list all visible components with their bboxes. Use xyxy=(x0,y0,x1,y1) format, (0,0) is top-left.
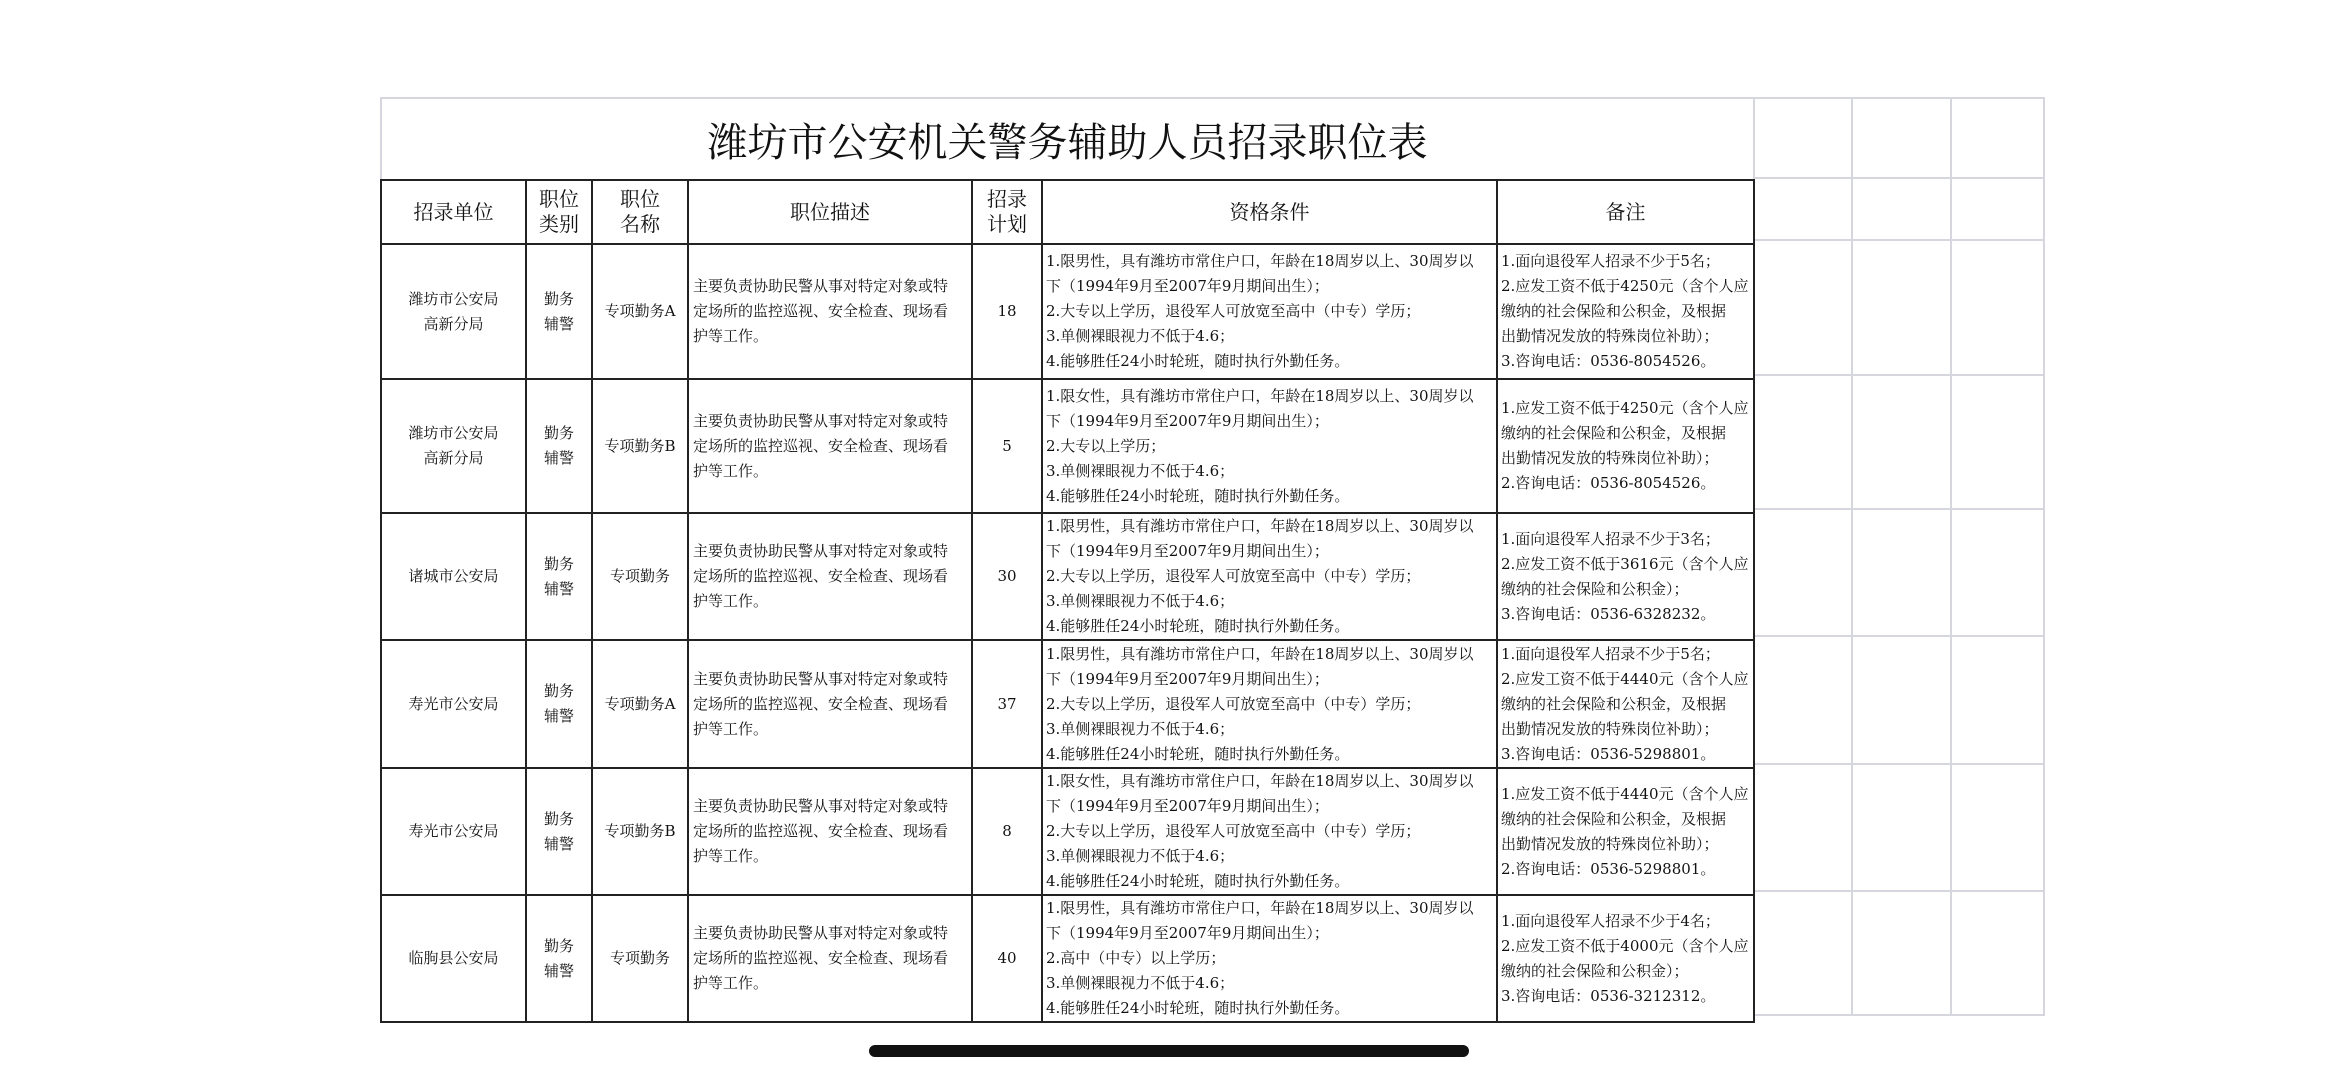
cell-type[interactable] xyxy=(526,895,592,1022)
cell-desc[interactable] xyxy=(688,379,972,513)
cell-req[interactable] xyxy=(1042,640,1497,768)
table-row xyxy=(381,640,1754,768)
cell-desc-line: 定场所的监控巡视、安全检查、现场看 xyxy=(693,822,949,840)
table-row xyxy=(381,244,1754,379)
cell-req-line: 1.限男性，具有潍坊市常住户口，年龄在18周岁以上、30周岁以 xyxy=(1046,644,1474,663)
header-name-line: 职位 xyxy=(620,187,660,211)
cell-note-line: 出勤情况发放的特殊岗位补助）； xyxy=(1501,834,1719,853)
cell-note[interactable] xyxy=(1497,244,1754,379)
table-row xyxy=(381,513,1754,640)
cell-type-line: 勤务 xyxy=(543,936,574,955)
cell-note-line: 缴纳的社会保险和公积金，及根据 xyxy=(1501,809,1727,828)
cell-note-line: 1.面向退役军人招录不少于5名； xyxy=(1501,252,1720,270)
header-req[interactable]: 资格条件 xyxy=(1042,180,1497,244)
cell-req-line: 3.单侧裸眼视力不低于4.6； xyxy=(1046,461,1235,480)
cell-name[interactable]: 专项勤务A xyxy=(592,244,688,379)
cell-type[interactable] xyxy=(526,513,592,640)
cell-req-line: 4.能够胜任24小时轮班，随时执行外勤任务。 xyxy=(1046,999,1350,1017)
cell-req-line: 1.限男性，具有潍坊市常住户口，年龄在18周岁以上、30周岁以 xyxy=(1046,252,1474,270)
cell-req-line: 3.单侧裸眼视力不低于4.6； xyxy=(1046,327,1235,345)
cell-note-line: 1.面向退役军人招录不少于4名； xyxy=(1501,911,1720,930)
cell-req[interactable] xyxy=(1042,379,1497,513)
cell-type-line: 辅警 xyxy=(543,449,574,467)
cell-note-line: 出勤情况发放的特殊岗位补助）； xyxy=(1501,719,1719,738)
cell-unit[interactable] xyxy=(381,513,526,640)
cell-unit[interactable] xyxy=(381,244,526,379)
cell-note-line: 3.咨询电话：0536-8054526。 xyxy=(1501,352,1716,370)
cell-req-line: 1.限男性，具有潍坊市常住户口，年龄在18周岁以上、30周岁以 xyxy=(1046,899,1474,917)
cell-note-line: 2.应发工资不低于3616元（含个人应 xyxy=(1501,554,1749,573)
cell-desc-line: 护等工作。 xyxy=(693,327,769,345)
cell-desc[interactable] xyxy=(688,513,972,640)
cell-req-line: 4.能够胜任24小时轮班，随时执行外勤任务。 xyxy=(1046,352,1350,370)
cell-type-line: 辅警 xyxy=(543,961,574,980)
cell-plan[interactable]: 40 xyxy=(972,895,1042,1022)
cell-plan[interactable]: 5 xyxy=(972,379,1042,513)
cell-note-line: 出勤情况发放的特殊岗位补助）； xyxy=(1501,449,1719,467)
cell-req[interactable] xyxy=(1042,513,1497,640)
cell-req-line: 4.能够胜任24小时轮班，随时执行外勤任务。 xyxy=(1046,486,1350,505)
cell-note-line: 缴纳的社会保险和公积金）； xyxy=(1501,961,1689,980)
cell-desc-line: 定场所的监控巡视、安全检查、现场看 xyxy=(693,436,949,455)
cell-req-line: 2.大专以上学历，退役军人可放宽至高中（中专）学历； xyxy=(1046,822,1421,840)
cell-note-line: 缴纳的社会保险和公积金）； xyxy=(1501,579,1689,598)
cell-req-line: 4.能够胜任24小时轮班，随时执行外勤任务。 xyxy=(1046,744,1350,763)
cell-desc[interactable] xyxy=(688,244,972,379)
cell-note-line: 2.咨询电话：0536-5298801。 xyxy=(1501,859,1716,878)
cell-note-line: 2.应发工资不低于4250元（含个人应 xyxy=(1501,277,1749,295)
cell-desc-line: 主要负责协助民警从事对特定对象或特 xyxy=(693,924,949,942)
cell-req-line: 下（1994年9月至2007年9月期间出生）； xyxy=(1046,542,1329,560)
header-plan-line: 计划 xyxy=(987,212,1027,236)
cell-desc-line: 护等工作。 xyxy=(693,847,769,865)
cell-unit-line: 潍坊市公安局 xyxy=(408,424,499,442)
cell-req-line: 下（1994年9月至2007年9月期间出生）； xyxy=(1046,797,1329,815)
cell-req-line: 下（1994年9月至2007年9月期间出生）； xyxy=(1046,924,1329,942)
cell-unit[interactable] xyxy=(381,768,526,895)
cell-desc-line: 定场所的监控巡视、安全检查、现场看 xyxy=(693,567,949,585)
recruitment-table xyxy=(380,97,1755,1023)
cell-note[interactable] xyxy=(1497,513,1754,640)
cell-req-line: 4.能够胜任24小时轮班，随时执行外勤任务。 xyxy=(1046,872,1350,890)
cell-name[interactable]: 专项勤务B xyxy=(592,379,688,513)
cell-req[interactable] xyxy=(1042,244,1497,379)
cell-unit[interactable] xyxy=(381,895,526,1022)
home-indicator[interactable] xyxy=(869,1045,1469,1057)
cell-name[interactable]: 专项勤务 xyxy=(592,513,688,640)
cell-desc[interactable] xyxy=(688,640,972,768)
cell-note[interactable] xyxy=(1497,379,1754,513)
cell-type[interactable] xyxy=(526,379,592,513)
cell-type-line: 勤务 xyxy=(543,424,574,442)
header-name[interactable] xyxy=(592,180,688,244)
cell-type-line: 辅警 xyxy=(543,314,574,333)
header-unit[interactable]: 招录单位 xyxy=(381,180,526,244)
cell-note-line: 2.应发工资不低于4440元（含个人应 xyxy=(1501,669,1749,688)
cell-unit-line: 寿光市公安局 xyxy=(408,694,499,713)
cell-desc-line: 主要负责协助民警从事对特定对象或特 xyxy=(693,669,949,688)
cell-plan[interactable]: 37 xyxy=(972,640,1042,768)
cell-name[interactable]: 专项勤务 xyxy=(592,895,688,1022)
spreadsheet-page xyxy=(380,97,2045,1016)
cell-req-line: 2.大专以上学历，退役军人可放宽至高中（中专）学历； xyxy=(1046,567,1421,585)
cell-desc-line: 护等工作。 xyxy=(693,461,769,480)
cell-req-line: 1.限女性，具有潍坊市常住户口，年龄在18周岁以上、30周岁以 xyxy=(1046,386,1474,405)
cell-note-line: 缴纳的社会保险和公积金，及根据 xyxy=(1501,694,1727,713)
cell-type-line: 勤务 xyxy=(543,809,574,828)
cell-unit-line: 高新分局 xyxy=(423,314,484,333)
cell-unit-line: 潍坊市公安局 xyxy=(408,289,499,308)
cell-req-line: 3.单侧裸眼视力不低于4.6； xyxy=(1046,847,1235,865)
cell-req-line: 下（1994年9月至2007年9月期间出生）； xyxy=(1046,669,1329,688)
header-row xyxy=(381,180,1754,244)
cell-type-line: 辅警 xyxy=(543,707,574,725)
cell-type-line: 勤务 xyxy=(543,289,574,308)
cell-type-line: 辅警 xyxy=(543,834,574,853)
cell-note-line: 3.咨询电话：0536-3212312。 xyxy=(1501,986,1716,1005)
header-type[interactable] xyxy=(526,180,592,244)
cell-desc-line: 定场所的监控巡视、安全检查、现场看 xyxy=(693,302,949,320)
cell-note-line: 1.面向退役军人招录不少于5名； xyxy=(1501,644,1720,663)
cell-desc[interactable] xyxy=(688,768,972,895)
cell-desc-line: 主要负责协助民警从事对特定对象或特 xyxy=(693,411,949,430)
cell-desc-line: 定场所的监控巡视、安全检查、现场看 xyxy=(693,949,949,967)
cell-unit-line: 寿光市公安局 xyxy=(408,822,499,840)
cell-type-line: 勤务 xyxy=(543,554,574,573)
cell-req-line: 2.高中（中专）以上学历； xyxy=(1046,949,1226,967)
cell-desc[interactable] xyxy=(688,895,972,1022)
cell-note-line: 缴纳的社会保险和公积金，及根据 xyxy=(1501,424,1727,442)
cell-note[interactable] xyxy=(1497,640,1754,768)
cell-unit[interactable] xyxy=(381,640,526,768)
cell-note-line: 缴纳的社会保险和公积金，及根据 xyxy=(1501,302,1727,320)
cell-desc-line: 主要负责协助民警从事对特定对象或特 xyxy=(693,542,949,560)
cell-plan[interactable]: 30 xyxy=(972,513,1042,640)
cell-desc-line: 定场所的监控巡视、安全检查、现场看 xyxy=(693,694,949,713)
header-desc[interactable]: 职位描述 xyxy=(688,180,972,244)
cell-req-line: 1.限男性，具有潍坊市常住户口，年龄在18周岁以上、30周岁以 xyxy=(1046,517,1474,535)
cell-req-line: 2.大专以上学历； xyxy=(1046,436,1166,455)
header-type-line: 类别 xyxy=(539,212,579,236)
cell-req-line: 1.限女性，具有潍坊市常住户口，年龄在18周岁以上、30周岁以 xyxy=(1046,772,1474,790)
cell-plan[interactable]: 8 xyxy=(972,768,1042,895)
cell-name[interactable]: 专项勤务A xyxy=(592,640,688,768)
cell-req[interactable] xyxy=(1042,768,1497,895)
cell-note[interactable] xyxy=(1497,895,1754,1022)
cell-type[interactable] xyxy=(526,640,592,768)
grid-line xyxy=(2043,97,2045,1016)
cell-req-line: 3.单侧裸眼视力不低于4.6； xyxy=(1046,974,1235,992)
cell-type-line: 勤务 xyxy=(543,682,574,700)
cell-req-line: 2.大专以上学历，退役军人可放宽至高中（中专）学历； xyxy=(1046,302,1421,320)
cell-unit-line: 高新分局 xyxy=(423,449,484,467)
cell-req[interactable] xyxy=(1042,895,1497,1022)
cell-name[interactable]: 专项勤务B xyxy=(592,768,688,895)
cell-desc-line: 主要负责协助民警从事对特定对象或特 xyxy=(693,797,949,815)
cell-req-line: 下（1994年9月至2007年9月期间出生）； xyxy=(1046,411,1329,430)
table-row xyxy=(381,379,1754,513)
header-plan-line: 招录 xyxy=(987,187,1027,211)
table-title[interactable]: 潍坊市公安机关警务辅助人员招录职位表 xyxy=(381,98,1754,180)
header-plan[interactable] xyxy=(972,180,1042,244)
cell-unit-line: 诸城市公安局 xyxy=(408,567,499,585)
grid-line xyxy=(1950,97,1952,1016)
header-name-line: 名称 xyxy=(620,212,660,236)
cell-req-line: 下（1994年9月至2007年9月期间出生）； xyxy=(1046,277,1329,295)
cell-desc-line: 护等工作。 xyxy=(693,592,769,610)
cell-desc-line: 主要负责协助民警从事对特定对象或特 xyxy=(693,277,949,295)
cell-type[interactable] xyxy=(526,244,592,379)
header-note[interactable]: 备注 xyxy=(1497,180,1754,244)
cell-note-line: 3.咨询电话：0536-5298801。 xyxy=(1501,744,1716,763)
cell-note-line: 2.应发工资不低于4000元（含个人应 xyxy=(1501,936,1749,955)
cell-note-line: 2.咨询电话：0536-8054526。 xyxy=(1501,474,1716,492)
cell-req-line: 2.大专以上学历，退役军人可放宽至高中（中专）学历； xyxy=(1046,694,1421,713)
cell-note-line: 3.咨询电话：0536-6328232。 xyxy=(1501,604,1716,623)
cell-note-line: 1.应发工资不低于4250元（含个人应 xyxy=(1501,399,1749,417)
cell-unit-line: 临朐县公安局 xyxy=(408,949,499,967)
table-row xyxy=(381,895,1754,1022)
cell-unit[interactable] xyxy=(381,379,526,513)
cell-desc-line: 护等工作。 xyxy=(693,974,769,992)
cell-req-line: 3.单侧裸眼视力不低于4.6； xyxy=(1046,592,1235,610)
cell-type[interactable] xyxy=(526,768,592,895)
cell-note-line: 出勤情况发放的特殊岗位补助）； xyxy=(1501,327,1719,345)
cell-req-line: 3.单侧裸眼视力不低于4.6； xyxy=(1046,719,1235,738)
cell-type-line: 辅警 xyxy=(543,579,574,598)
header-type-line: 职位 xyxy=(539,187,579,211)
grid-line xyxy=(1851,97,1853,1016)
cell-plan[interactable]: 18 xyxy=(972,244,1042,379)
cell-note-line: 1.面向退役军人招录不少于3名； xyxy=(1501,529,1720,548)
cell-desc-line: 护等工作。 xyxy=(693,719,769,738)
cell-note-line: 1.应发工资不低于4440元（含个人应 xyxy=(1501,784,1749,803)
table-row xyxy=(381,768,1754,895)
cell-req-line: 4.能够胜任24小时轮班，随时执行外勤任务。 xyxy=(1046,617,1350,635)
cell-note[interactable] xyxy=(1497,768,1754,895)
